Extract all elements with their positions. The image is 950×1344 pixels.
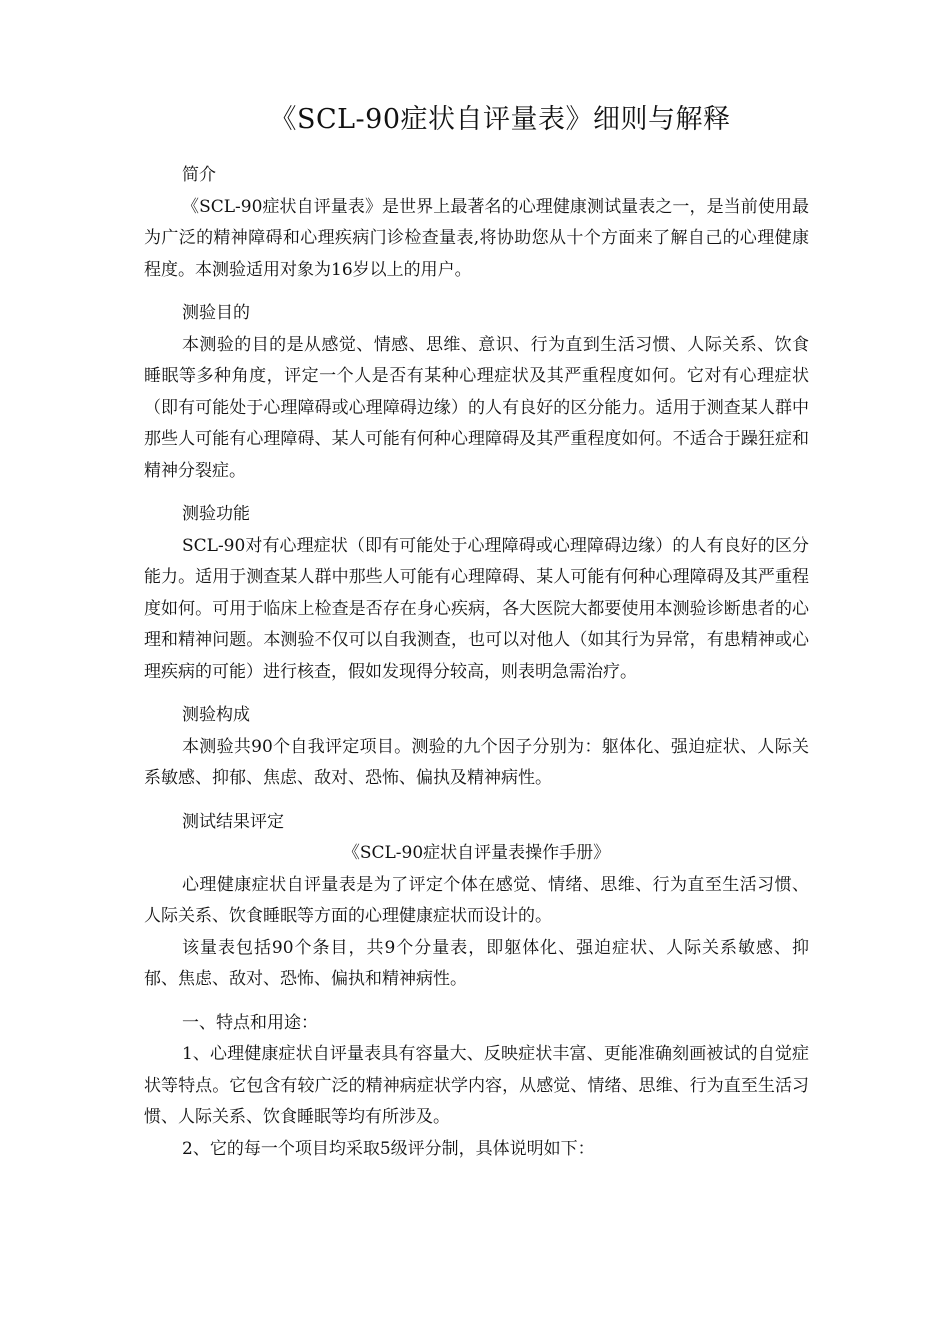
composition-paragraph: 本测验共90个自我评定项目。测验的九个因子分别为：躯体化、强迫症状、人际关系敏感、抑郁、焦虑、敌对、恐怖、偏执及精神病性。 — [144, 736, 809, 788]
intro-paragraph: 《SCL-90症状自评量表》是世界上最著名的心理健康测试量表之一，是当前使用最为广泛的精神障碍和心理疾病门诊检查量表,将协助您从十个方面来了解自己的心理健康程度。本测验适用对象为16岁以上的用户。 — [144, 196, 809, 280]
manual-title: 《SCL-90症状自评量表操作手册》 — [342, 843, 611, 863]
purpose-paragraph: 本测验的目的是从感觉、情感、思维、意识、行为直到生活习惯、人际关系、饮食睡眠等多种角度，评定一个人是否有某种心理症状及其严重程度如何。它对有心理症状（即有可能处于心理障碍或心理障碍边缘）的人有良好的区分能力。适用于测查某人群中那些人可能有心理障碍、某人可能有何种心理障碍及其严重程度如何。不适合于躁狂症和精神分裂症。 — [144, 334, 809, 481]
section-heading-features: 一、特点和用途： — [182, 1012, 318, 1033]
features-item-2: 2、它的每一个项目均采取5级评分制，具体说明如下： — [182, 1138, 595, 1159]
result-paragraph-1: 心理健康症状自评量表是为了评定个体在感觉、情绪、思维、行为直至生活习惯、人际关系、饮食睡眠等方面的心理健康症状而设计的。 — [144, 874, 809, 926]
section-heading-purpose: 测验目的 — [182, 303, 250, 323]
document-body — [144, 160, 809, 1165]
document-title: 《SCL-90症状自评量表》细则与解释 — [269, 104, 731, 135]
features-item-1: 1、心理健康症状自评量表具有容量大、反映症状丰富、更能准确刻画被试的自觉症状等特点。它包含有较广泛的精神病症状学内容，从感觉、情绪、思维、行为直至生活习惯、人际关系、饮食睡眠等均有所涉及。 — [144, 1044, 809, 1127]
section-heading-intro: 简介 — [182, 165, 216, 185]
section-heading-result: 测试结果评定 — [182, 811, 284, 832]
section-heading-function: 测验功能 — [182, 504, 250, 524]
result-paragraph-2: 该量表包括90个条目，共9个分量表，即躯体化、强迫症状、人际关系敏感、抑郁、焦虑、敌对、恐怖、偏执和精神病性。 — [144, 937, 809, 989]
function-paragraph: SCL-90对有心理症状（即有可能处于心理障碍或心理障碍边缘）的人有良好的区分能力。适用于测查某人群中那些人可能有心理障碍、某人可能有何种心理障碍及其严重程度如何。可用于临床上检查是否存在身心疾病，各大医院大都要使用本测验诊断患者的心理和精神问题。本测验不仅可以自我测查，也可以对他人（如其行为异常，有患精神或心理疾病的可能）进行核查，假如发现得分较高，则表明急需治疗。 — [144, 535, 809, 682]
section-heading-composition: 测验构成 — [182, 705, 250, 725]
